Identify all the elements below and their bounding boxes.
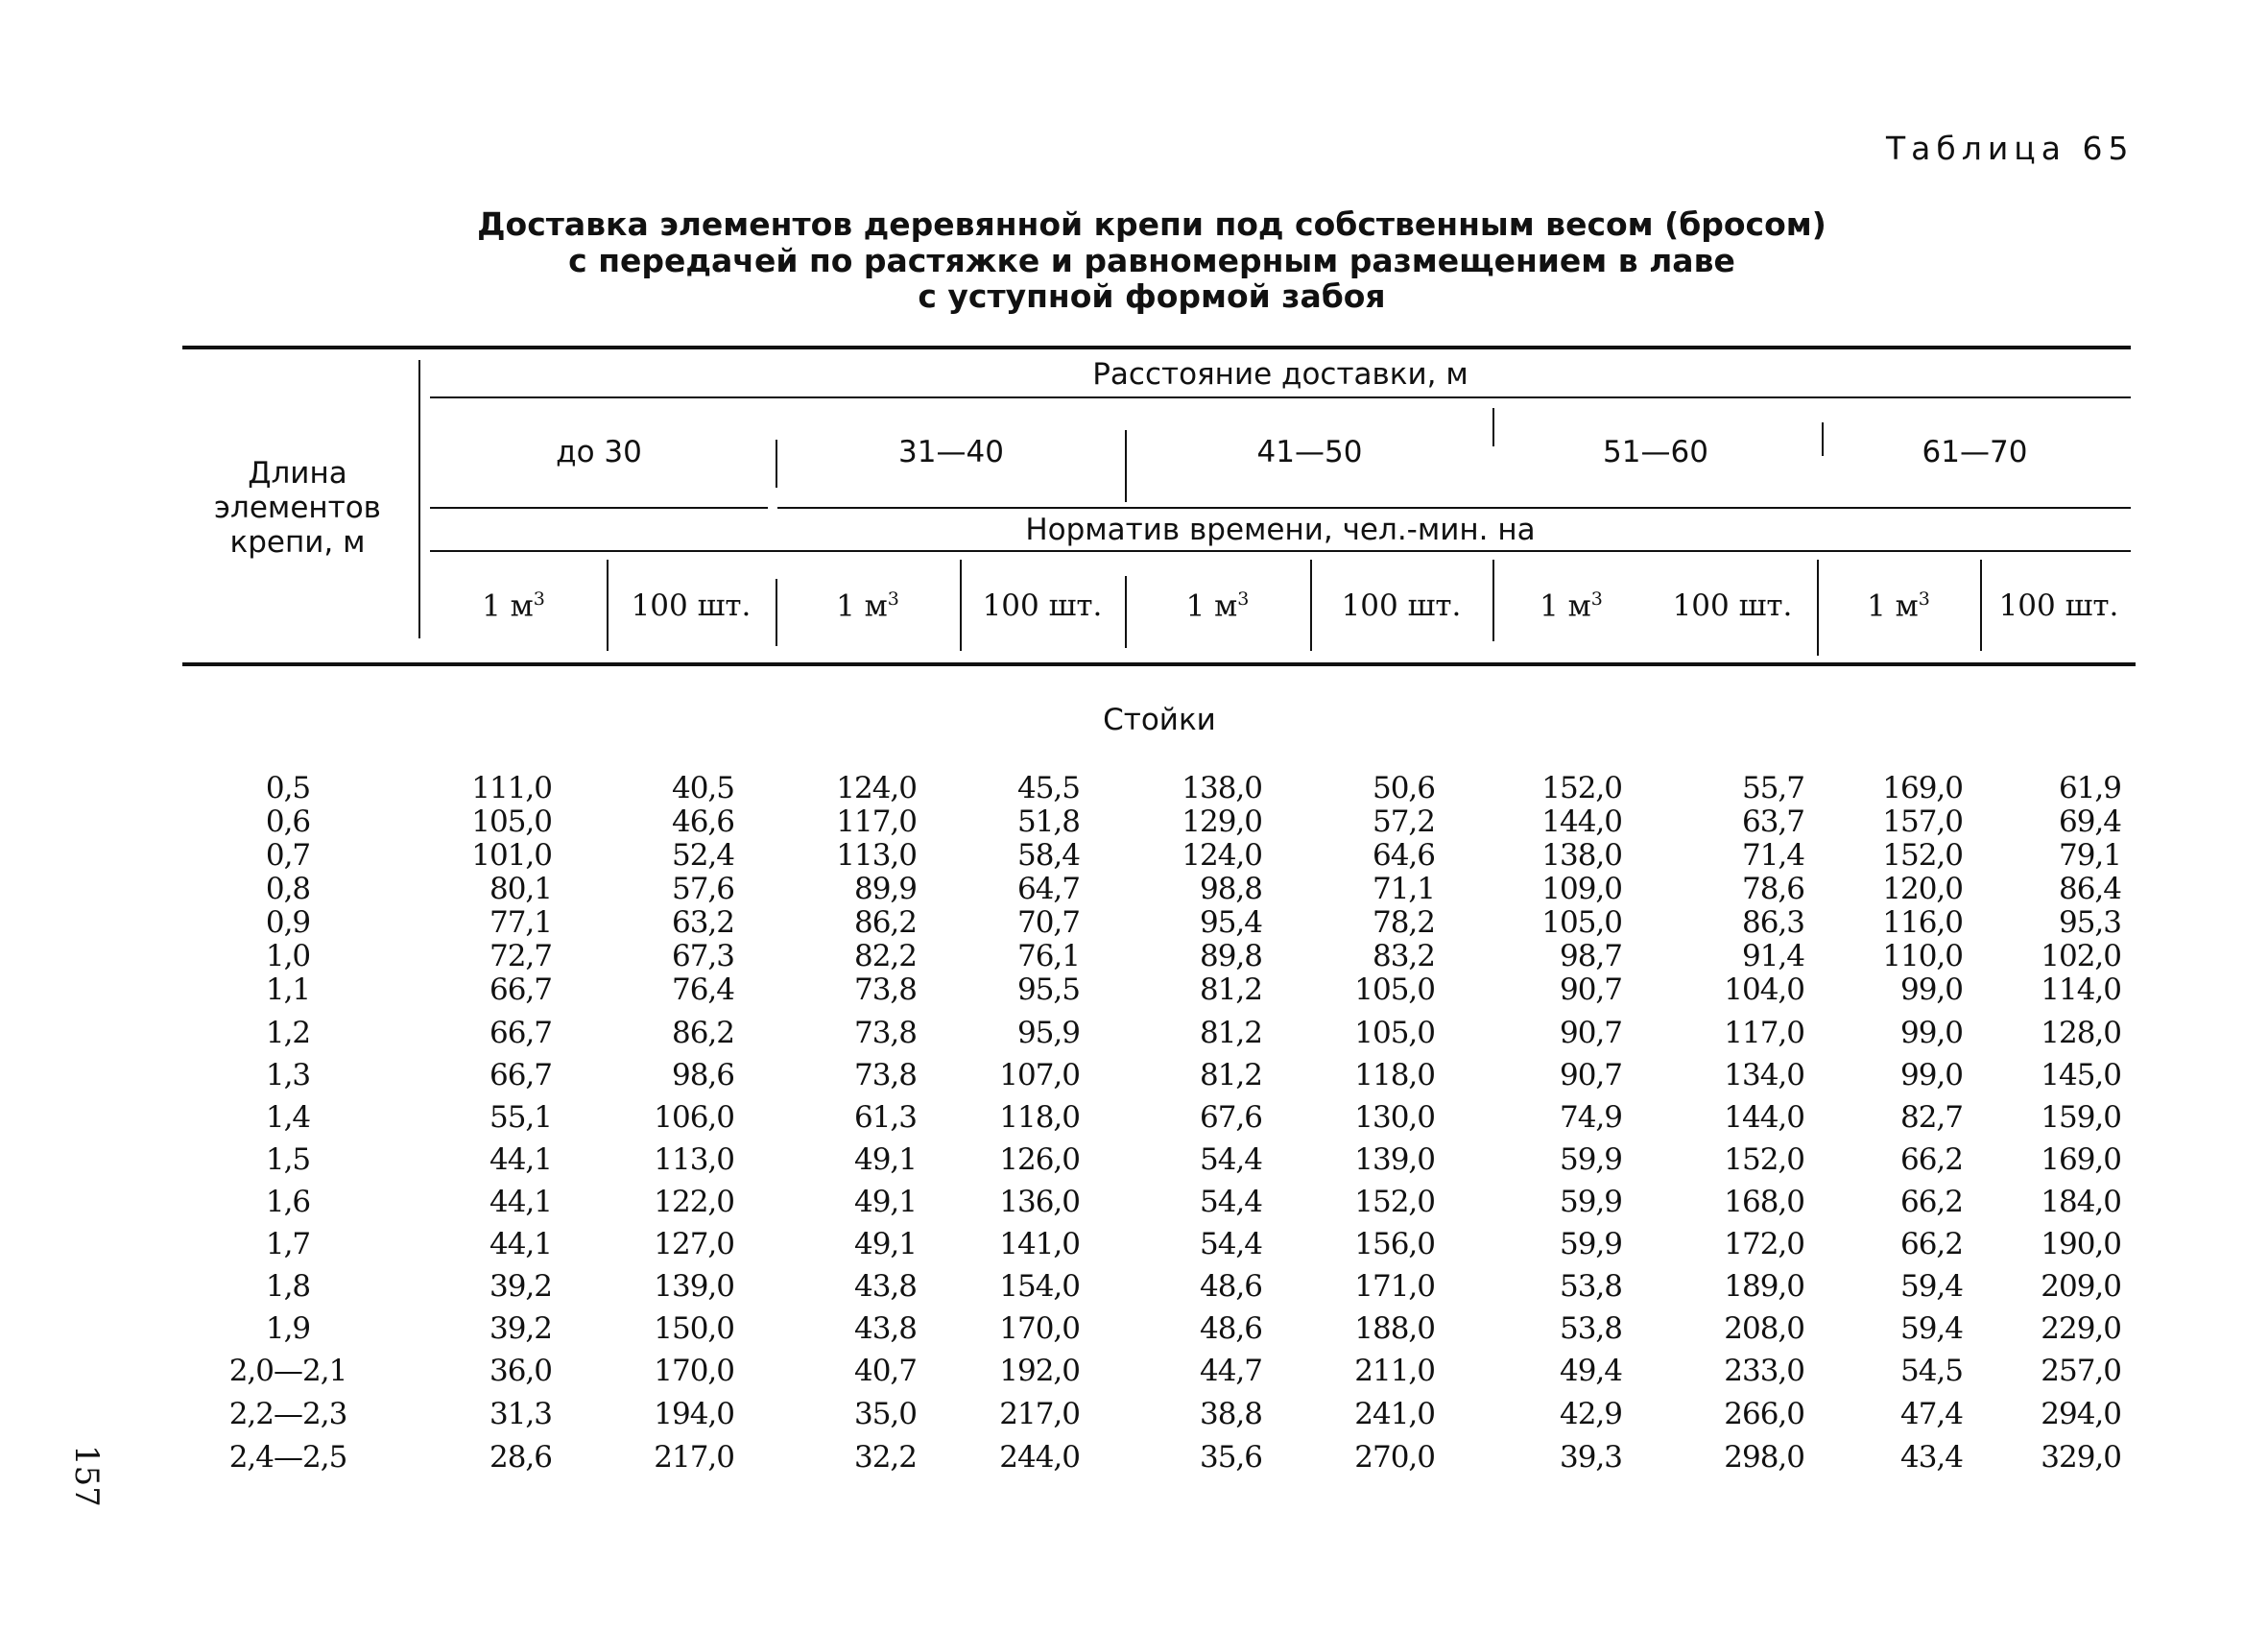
table-cell: 144,0 (1541, 804, 1622, 839)
table-cell: 157,0 (1882, 804, 1963, 839)
table-cell: 99,0 (1899, 1058, 1963, 1092)
table-cell: 49,1 (853, 1185, 917, 1219)
table-cell: 138,0 (1541, 838, 1622, 873)
table-cell: 188,0 (1354, 1311, 1435, 1346)
table-cell: 111,0 (471, 771, 552, 805)
table-cell: 44,1 (489, 1142, 552, 1177)
table-cell: 233,0 (1724, 1354, 1804, 1388)
table-cell: 117,0 (1724, 1016, 1804, 1050)
table-cell: 53,8 (1559, 1311, 1622, 1346)
table-cell: 44,1 (489, 1227, 552, 1261)
table-cell: 99,0 (1899, 1016, 1963, 1050)
table-cell: 105,0 (1354, 972, 1435, 1007)
unit-m3-5: 1 $м^3$ (1867, 588, 1930, 624)
table-cell: 152,0 (1882, 838, 1963, 873)
header-rule-ranges (777, 507, 2131, 509)
table-cell: 35,6 (1199, 1440, 1262, 1475)
table-cell: 72,7 (489, 939, 552, 973)
table-cell: 52,4 (671, 838, 734, 873)
table-cell: 36,0 (489, 1354, 552, 1388)
table-cell: 64,6 (1372, 838, 1435, 873)
table-cell: 90,7 (1559, 1016, 1622, 1050)
table-cell: 86,3 (1741, 905, 1804, 940)
header-rule-distance (430, 396, 2131, 398)
row-length: 1,8 (265, 1269, 311, 1304)
table-cell: 49,1 (853, 1142, 917, 1177)
table-cell: 82,2 (853, 939, 917, 973)
table-title-line-3: с уступной формой забоя (918, 277, 1386, 315)
row-header (182, 456, 413, 560)
table-cell: 67,3 (671, 939, 734, 973)
table-cell: 152,0 (1541, 771, 1622, 805)
unit-m3-2: 1 $м^3$ (836, 588, 899, 624)
table-cell: 86,2 (853, 905, 917, 940)
table-cell: 49,1 (853, 1227, 917, 1261)
table-cell: 57,2 (1372, 804, 1435, 839)
unit-pcs-5: 100 шт. (1998, 588, 2119, 623)
table-cell: 134,0 (1724, 1058, 1804, 1092)
table-title-line-2: с передачей по растяжке и равномерным размещением в лаве (568, 242, 1735, 279)
table-cell: 150,0 (654, 1311, 734, 1346)
table-cell: 168,0 (1724, 1185, 1804, 1219)
table-cell: 55,7 (1741, 771, 1804, 805)
table-cell: 78,6 (1741, 872, 1804, 906)
table-cell: 89,9 (853, 872, 917, 906)
table-cell: 95,9 (1016, 1016, 1080, 1050)
table-cell: 105,0 (1541, 905, 1622, 940)
table-cell: 118,0 (999, 1100, 1080, 1135)
table-cell: 50,6 (1372, 771, 1435, 805)
row-length: 1,7 (265, 1227, 311, 1261)
table-cell: 89,8 (1199, 939, 1262, 973)
row-header-line-3: крепи, м (229, 525, 366, 560)
table-cell: 28,6 (489, 1440, 552, 1475)
table-cell: 31,3 (489, 1397, 552, 1431)
table-cell: 211,0 (1354, 1354, 1435, 1388)
table-cell: 51,8 (1016, 804, 1080, 839)
table-cell: 67,6 (1199, 1100, 1262, 1135)
table-cell: 59,4 (1899, 1269, 1963, 1304)
row-length: 0,8 (265, 872, 311, 906)
table-cell: 159,0 (2041, 1100, 2121, 1135)
distance-range-3: 41—50 (1256, 435, 1363, 469)
table-cell: 107,0 (999, 1058, 1080, 1092)
table-cell: 101,0 (471, 838, 552, 873)
row-length: 0,9 (265, 905, 311, 940)
distance-range-4: 51—60 (1603, 435, 1708, 469)
table-cell: 55,1 (489, 1100, 552, 1135)
table-cell: 110,0 (1882, 939, 1963, 973)
table-cell: 81,2 (1199, 1016, 1262, 1050)
table-cell: 64,7 (1016, 872, 1080, 906)
table-cell: 145,0 (2041, 1058, 2121, 1092)
table-cell: 66,7 (489, 1016, 552, 1050)
table-cell: 189,0 (1724, 1269, 1804, 1304)
table-cell: 39,2 (489, 1311, 552, 1346)
table-cell: 91,4 (1741, 939, 1804, 973)
table-cell: 47,4 (1899, 1397, 1963, 1431)
table-cell: 80,1 (489, 872, 552, 906)
table-cell: 69,4 (2058, 804, 2121, 839)
table-cell: 126,0 (999, 1142, 1080, 1177)
table-cell: 77,1 (489, 905, 552, 940)
unit-pcs-2: 100 шт. (982, 588, 1103, 623)
row-length: 1,9 (265, 1311, 311, 1346)
table-cell: 48,6 (1199, 1311, 1262, 1346)
table-cell: 90,7 (1559, 972, 1622, 1007)
table-cell: 114,0 (2041, 972, 2121, 1007)
table-cell: 66,2 (1899, 1185, 1963, 1219)
table-cell: 169,0 (1882, 771, 1963, 805)
unit-pcs-3: 100 шт. (1341, 588, 1462, 623)
table-cell: 73,8 (853, 1016, 917, 1050)
table-cell: 209,0 (2041, 1269, 2121, 1304)
row-length: 0,7 (265, 838, 311, 873)
table-cell: 54,4 (1199, 1185, 1262, 1219)
table-cell: 124,0 (836, 771, 917, 805)
norm-title: Норматив времени, чел.-мин. на (1025, 513, 1536, 547)
unit-pcs-1: 100 шт. (631, 588, 752, 623)
row-header-divider (418, 360, 420, 638)
table-cell: 229,0 (2041, 1311, 2121, 1346)
table-cell: 83,2 (1372, 939, 1435, 973)
row-length: 1,1 (265, 972, 311, 1007)
table-cell: 63,2 (671, 905, 734, 940)
table-cell: 90,7 (1559, 1058, 1622, 1092)
table-cell: 106,0 (654, 1100, 734, 1135)
row-length: 2,0—2,1 (228, 1354, 347, 1388)
table-cell: 32,2 (853, 1440, 917, 1475)
table-cell: 82,7 (1899, 1100, 1963, 1135)
table-cell: 66,7 (489, 1058, 552, 1092)
table-cell: 104,0 (1724, 972, 1804, 1007)
distance-title: Расстояние доставки, м (1092, 357, 1468, 392)
table-cell: 58,4 (1016, 838, 1080, 873)
table-cell: 35,0 (853, 1397, 917, 1431)
table-cell: 57,6 (671, 872, 734, 906)
table-cell: 124,0 (1182, 838, 1262, 873)
page-number: 157 (67, 1445, 106, 1507)
table-cell: 129,0 (1182, 804, 1262, 839)
table-cell: 70,7 (1016, 905, 1080, 940)
table-cell: 144,0 (1724, 1100, 1804, 1135)
table-cell: 152,0 (1354, 1185, 1435, 1219)
unit-m3-3: 1 $м^3$ (1185, 588, 1250, 624)
table-cell: 86,4 (2058, 872, 2121, 906)
table-cell: 141,0 (999, 1227, 1080, 1261)
row-length: 0,5 (265, 771, 311, 805)
table-cell: 139,0 (1354, 1142, 1435, 1177)
table-cell: 136,0 (999, 1185, 1080, 1219)
table-cell: 217,0 (654, 1440, 734, 1475)
table-cell: 127,0 (654, 1227, 734, 1261)
table-cell: 169,0 (2041, 1142, 2121, 1177)
table-cell: 257,0 (2041, 1354, 2121, 1388)
table-cell: 118,0 (1354, 1058, 1435, 1092)
table-cell: 128,0 (2041, 1016, 2121, 1050)
table-cell: 54,5 (1899, 1354, 1963, 1388)
table-cell: 105,0 (1354, 1016, 1435, 1050)
unit-m3-4: 1 $м^3$ (1540, 588, 1603, 624)
table-cell: 39,3 (1559, 1440, 1622, 1475)
table-cell: 266,0 (1724, 1397, 1804, 1431)
table-cell: 74,9 (1559, 1100, 1622, 1135)
table-title-line-1: Доставка элементов деревянной крепи под собственным весом (бросом) (477, 205, 1826, 243)
table-cell: 59,9 (1559, 1227, 1622, 1261)
table-cell: 192,0 (999, 1354, 1080, 1388)
table-cell: 43,8 (853, 1269, 917, 1304)
row-length: 1,4 (265, 1100, 311, 1135)
table-cell: 61,3 (853, 1100, 917, 1135)
table-cell: 217,0 (999, 1397, 1080, 1431)
table-cell: 66,2 (1899, 1142, 1963, 1177)
table-cell: 40,5 (671, 771, 734, 805)
table-cell: 172,0 (1724, 1227, 1804, 1261)
table-cell: 329,0 (2041, 1440, 2121, 1475)
table-cell: 113,0 (836, 838, 917, 873)
table-cell: 130,0 (1354, 1100, 1435, 1135)
row-length: 1,2 (265, 1016, 311, 1050)
table-cell: 117,0 (836, 804, 917, 839)
unit-m3-1: 1 $м^3$ (482, 588, 545, 624)
table-cell: 59,9 (1559, 1142, 1622, 1177)
unit-pcs-4: 100 шт. (1672, 588, 1793, 623)
table-cell: 73,8 (853, 972, 917, 1007)
table-cell: 53,8 (1559, 1269, 1622, 1304)
table-cell: 49,4 (1559, 1354, 1622, 1388)
table-cell: 270,0 (1354, 1440, 1435, 1475)
table-cell: 98,8 (1199, 872, 1262, 906)
table-cell: 294,0 (2041, 1397, 2121, 1431)
table-cell: 156,0 (1354, 1227, 1435, 1261)
table-cell: 170,0 (999, 1311, 1080, 1346)
table-header-bottom-rule (182, 662, 2136, 666)
table-cell: 61,9 (2058, 771, 2121, 805)
table-cell: 43,8 (853, 1311, 917, 1346)
table-cell: 78,2 (1372, 905, 1435, 940)
table-cell: 138,0 (1182, 771, 1262, 805)
table-cell: 81,2 (1199, 972, 1262, 1007)
table-cell: 71,1 (1372, 872, 1435, 906)
table-cell: 98,7 (1559, 939, 1622, 973)
header-rule-range-1 (430, 507, 768, 509)
table-cell: 44,7 (1199, 1354, 1262, 1388)
row-header-line-2: элементов (214, 491, 381, 525)
table-cell: 244,0 (999, 1440, 1080, 1475)
table-cell: 76,4 (671, 972, 734, 1007)
table-cell: 120,0 (1882, 872, 1963, 906)
table-cell: 40,7 (853, 1354, 917, 1388)
table-cell: 152,0 (1724, 1142, 1804, 1177)
table-cell: 99,0 (1899, 972, 1963, 1007)
table-cell: 109,0 (1541, 872, 1622, 906)
row-length: 1,0 (265, 939, 311, 973)
distance-range-5: 61—70 (1922, 435, 2028, 469)
row-header-line-1: Длина (248, 456, 347, 491)
table-cell: 170,0 (654, 1354, 734, 1388)
table-cell: 95,5 (1016, 972, 1080, 1007)
table-cell: 105,0 (471, 804, 552, 839)
table-cell: 54,4 (1199, 1227, 1262, 1261)
row-length: 1,3 (265, 1058, 311, 1092)
table-cell: 59,4 (1899, 1311, 1963, 1346)
table-cell: 45,5 (1016, 771, 1080, 805)
table-cell: 95,3 (2058, 905, 2121, 940)
row-length: 0,6 (265, 804, 311, 839)
table-cell: 116,0 (1882, 905, 1963, 940)
row-length: 2,4—2,5 (228, 1440, 347, 1475)
table-cell: 38,8 (1199, 1397, 1262, 1431)
row-length: 1,5 (265, 1142, 311, 1177)
distance-range-1: до 30 (556, 435, 642, 469)
table-cell: 43,4 (1899, 1440, 1963, 1475)
row-length: 2,2—2,3 (228, 1397, 347, 1431)
table-top-rule (182, 346, 2131, 349)
header-rule-norm (430, 550, 2131, 552)
table-cell: 71,4 (1741, 838, 1804, 873)
table-cell: 86,2 (671, 1016, 734, 1050)
table-cell: 95,4 (1199, 905, 1262, 940)
table-cell: 79,1 (2058, 838, 2121, 873)
table-cell: 171,0 (1354, 1269, 1435, 1304)
table-cell: 66,7 (489, 972, 552, 1007)
table-cell: 44,1 (489, 1185, 552, 1219)
table-cell: 190,0 (2041, 1227, 2121, 1261)
table-cell: 184,0 (2041, 1185, 2121, 1219)
table-cell: 81,2 (1199, 1058, 1262, 1092)
table-cell: 48,6 (1199, 1269, 1262, 1304)
table-cell: 59,9 (1559, 1185, 1622, 1219)
table-cell: 54,4 (1199, 1142, 1262, 1177)
table-cell: 46,6 (671, 804, 734, 839)
table-cell: 241,0 (1354, 1397, 1435, 1431)
table-cell: 39,2 (489, 1269, 552, 1304)
table-cell: 208,0 (1724, 1311, 1804, 1346)
table-cell: 63,7 (1741, 804, 1804, 839)
table-cell: 66,2 (1899, 1227, 1963, 1261)
table-cell: 42,9 (1559, 1397, 1622, 1431)
distance-range-2: 31—40 (898, 435, 1004, 469)
table-cell: 76,1 (1016, 939, 1080, 973)
row-length: 1,6 (265, 1185, 311, 1219)
table-cell: 154,0 (999, 1269, 1080, 1304)
table-cell: 113,0 (654, 1142, 734, 1177)
table-cell: 298,0 (1724, 1440, 1804, 1475)
table-cell: 102,0 (2041, 939, 2121, 973)
table-cell: 98,6 (671, 1058, 734, 1092)
table-cell: 73,8 (853, 1058, 917, 1092)
table-cell: 122,0 (654, 1185, 734, 1219)
table-label: Таблица 65 (1886, 130, 2135, 167)
table-cell: 194,0 (654, 1397, 734, 1431)
section-title: Стойки (1103, 703, 1216, 737)
table-cell: 139,0 (654, 1269, 734, 1304)
